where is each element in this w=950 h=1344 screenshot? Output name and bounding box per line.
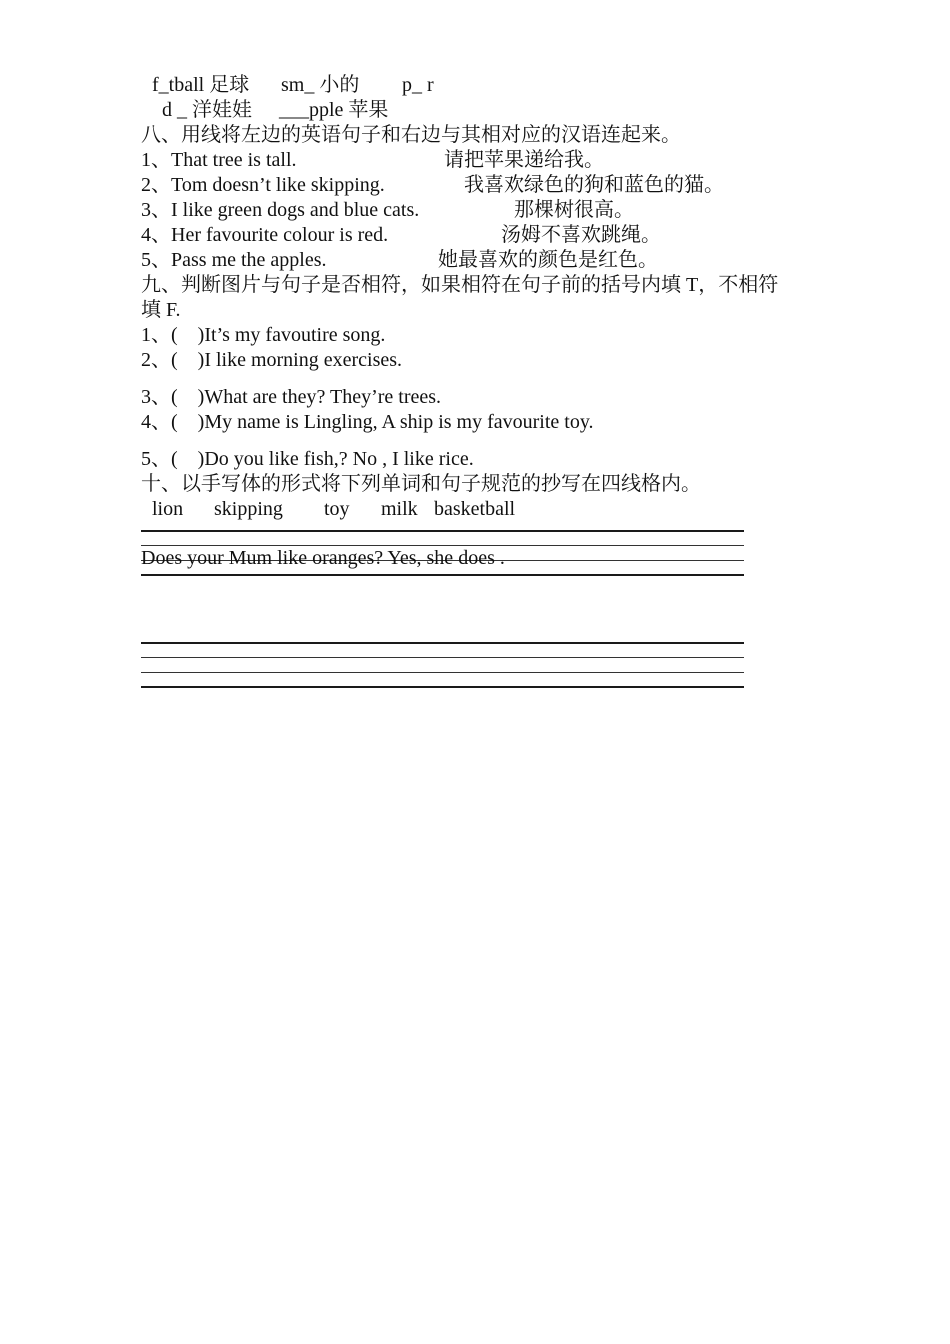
fill-in-word-pr: p_ r	[402, 74, 434, 96]
section9-item-2: 2、( )I like morning exercises.	[141, 349, 403, 371]
section8-en-5: 5、Pass me the apples.	[141, 249, 327, 271]
section8-zh-2: 我喜欢绿色的狗和蓝色的猫。	[464, 174, 724, 196]
section8-heading: 八、用线将左边的英语句子和右边与其相对应的汉语连起来。	[141, 124, 681, 146]
section10-heading: 十、以手写体的形式将下列单词和句子规范的抄写在四线格内。	[141, 473, 701, 495]
grid2-line-3	[141, 672, 744, 673]
copy-word-basketball: basketball	[434, 498, 516, 520]
fill-in-word-football: f_tball 足球	[152, 74, 250, 96]
section9-heading-line2: 填 F.	[141, 299, 181, 321]
section9-item-3: 3、( )What are they? They’re trees.	[141, 386, 442, 408]
grid2-line-bottom	[141, 686, 744, 688]
section8-zh-4: 汤姆不喜欢跳绳。	[501, 224, 661, 246]
copy-sentence: Does your Mum like oranges? Yes, she does .	[141, 547, 505, 569]
copy-word-milk: milk	[381, 498, 418, 520]
section8-zh-5: 她最喜欢的颜色是红色。	[438, 249, 658, 271]
fill-in-word-doll: d _ 洋娃娃	[162, 99, 252, 121]
copy-word-lion: lion	[152, 498, 184, 520]
section9-item-1: 1、( )It’s my favoutire song.	[141, 324, 386, 346]
section8-en-2: 2、Tom doesn’t like skipping.	[141, 174, 385, 196]
grid2-line-top	[141, 642, 744, 644]
section8-en-4: 4、Her favourite colour is red.	[141, 224, 389, 246]
grid2-line-2	[141, 657, 744, 658]
section8-zh-3: 那棵树很高。	[514, 199, 634, 221]
fill-in-word-small: sm_ 小的	[281, 74, 360, 96]
copy-word-skipping: skipping	[214, 498, 283, 520]
grid1-line-bottom	[141, 574, 744, 576]
section8-en-3: 3、I like green dogs and blue cats.	[141, 199, 420, 221]
grid1-line-top	[141, 530, 744, 532]
section8-zh-1: 请把苹果递给我。	[444, 149, 604, 171]
fill-in-word-apple: ___pple 苹果	[279, 99, 389, 121]
copy-word-toy: toy	[324, 498, 350, 520]
section9-item-4: 4、( )My name is Lingling, A ship is my favourite toy.	[141, 411, 594, 433]
section9-item-5: 5、( )Do you like fish,? No , I like rice.	[141, 448, 474, 470]
section9-heading-line1: 九、判断图片与句子是否相符，如果相符在句子前的括号内填 T，不相符	[141, 274, 779, 296]
section8-en-1: 1、That tree is tall.	[141, 149, 297, 171]
